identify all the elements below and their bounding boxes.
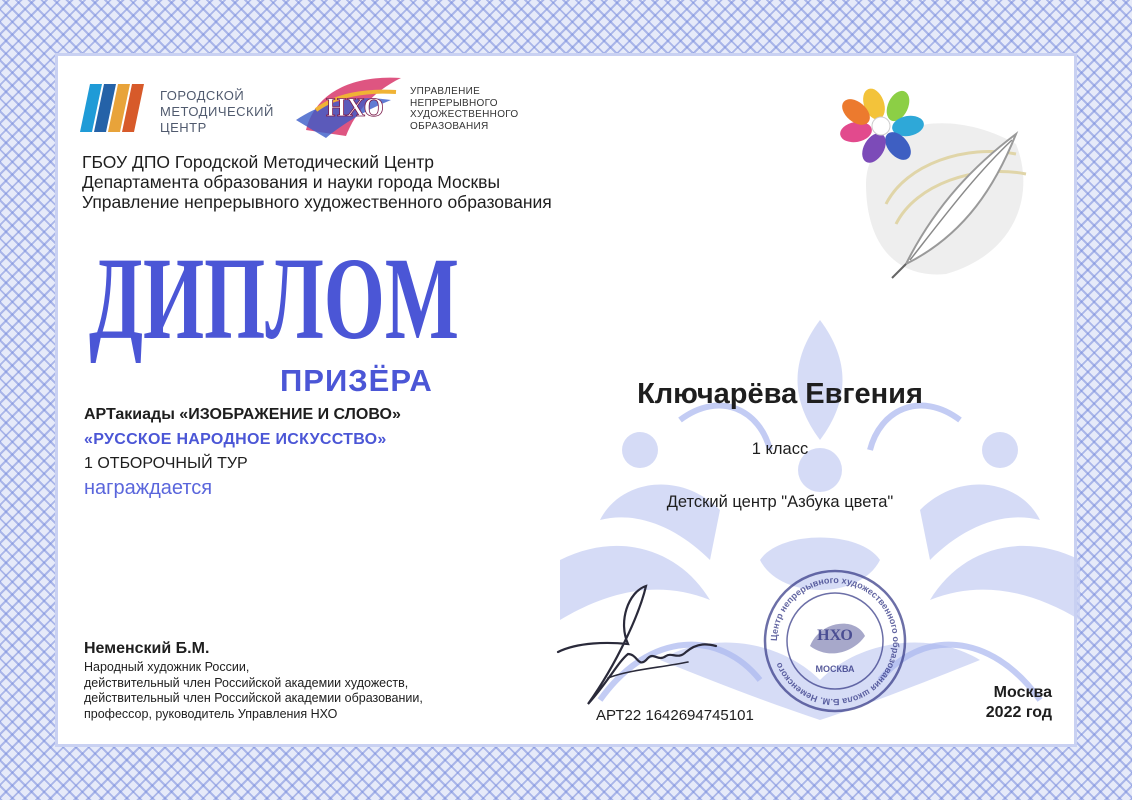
nho-emblem-text: НХО [326, 93, 384, 122]
gmc-logo-text [160, 88, 274, 136]
signer-credential-line: действительный член Российской академии художеств, [84, 675, 409, 690]
gmc-logo [80, 84, 300, 135]
signer-credentials [84, 660, 423, 722]
recipient-grade: 1 класс [751, 440, 809, 458]
document-id: АРТ22 1642694745101 [596, 707, 754, 724]
nho-line: НЕПРЕРЫВНОГО [410, 97, 498, 109]
handwritten-signature [548, 582, 718, 712]
nho-line: ОБРАЗОВАНИЯ [410, 120, 489, 132]
organization-header [82, 152, 552, 212]
signer-name: Неменский Б.М. [84, 640, 210, 657]
signer-credential-line: Народный художник России, [84, 660, 250, 674]
diploma-title [84, 226, 464, 364]
diploma-title-text: ДИПЛОМ [89, 233, 459, 364]
organization-line: ГБОУ ДПО Городской Методический Центр [82, 152, 435, 172]
gmc-line: ЦЕНТР [160, 120, 207, 135]
nho-logo [296, 70, 406, 140]
stamp-bottom-text: МОСКВА [815, 664, 855, 674]
stamp-ring-text: Центр непрерывного художественного образования школа Б.М. Неменского [768, 574, 902, 708]
organization-line: Управление непрерывного художественного образования [82, 192, 552, 212]
event-round: 1 ОТБОРОЧНЫЙ ТУР [84, 455, 248, 472]
gmc-line: ГОРОДСКОЙ [160, 88, 245, 103]
signer-credential-line: профессор, руководитель Управления НХО [84, 706, 338, 721]
diploma-subtitle: ПРИЗЁРА [280, 363, 433, 398]
organization-line: Департамента образования и науки города Москвы [82, 172, 501, 192]
nho-line: УПРАВЛЕНИЕ [410, 86, 481, 97]
official-stamp [760, 566, 910, 716]
event-theme: «РУССКОЕ НАРОДНОЕ ИСКУССТВО» [84, 431, 387, 448]
flower-feather-icon [826, 84, 1042, 284]
event-name: АРТакиады «ИЗОБРАЖЕНИЕ И СЛОВО» [84, 406, 401, 423]
nho-line: ХУДОЖЕСТВЕННОГО [410, 109, 519, 120]
recipient-institution: Детский центр "Азбука цвета" [666, 493, 894, 511]
recipient-name: Ключарёва Евгения [637, 378, 923, 410]
issue-year: 2022 год [985, 704, 1052, 721]
stamp-center-text: НХО [817, 627, 853, 644]
signer-credential-line: действительный член Российской академии образовании, [84, 691, 423, 705]
issue-city: Москва [993, 684, 1052, 701]
nho-logo-text [410, 86, 519, 132]
gmc-mark-icon [80, 84, 154, 132]
gmc-line: МЕТОДИЧЕСКИЙ [160, 104, 274, 119]
awarded-label: награждается [84, 477, 213, 499]
